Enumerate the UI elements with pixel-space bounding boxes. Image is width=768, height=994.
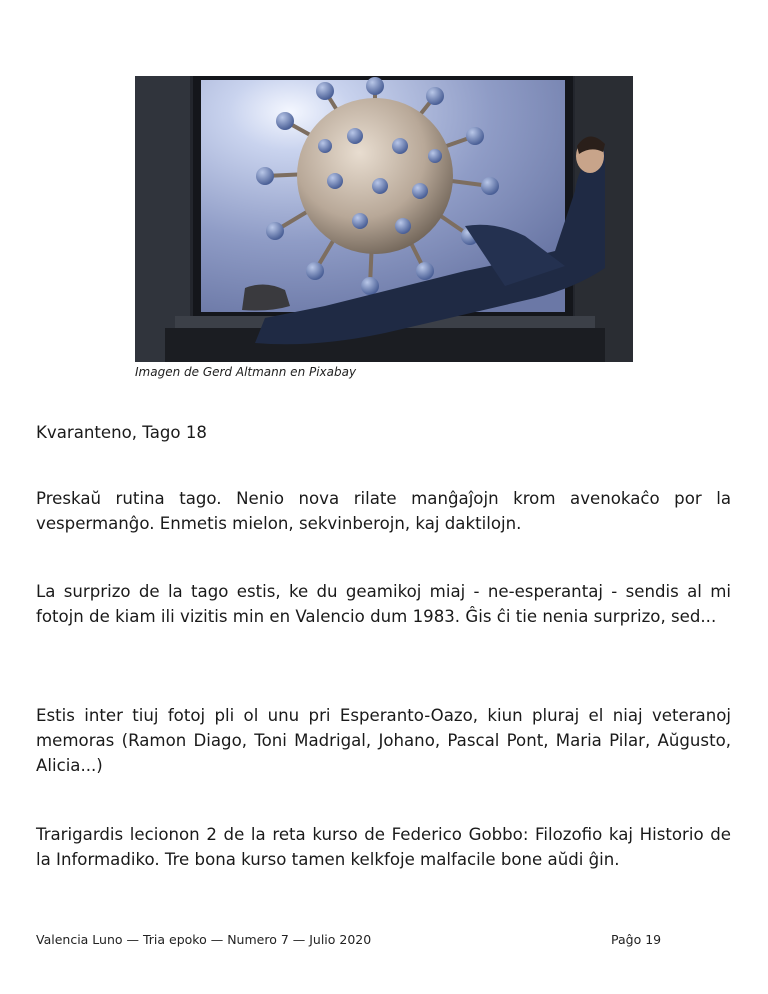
entry-title: Kvaranteno, Tago 18	[36, 423, 207, 442]
paragraph-1: Preskaŭ rutina tago. Nenio nova rilate manĝaĵojn krom avenokaĉo por la vespermanĝo. Enmetis mielon, sekvinberojn, kaj daktilojn.	[36, 489, 731, 533]
image-caption: Imagen de Gerd Altmann en Pixabay	[135, 365, 357, 379]
paragraph-2: La surprizo de la tago estis, ke du geamikoj miaj - ne-esperantaj - sendis al mi fotojn de kiam ili vizitis min en Valencio dum 1983. Ĝis ĉi tie nenia surprizo, sed...	[36, 582, 731, 626]
footer-publication: Valencia Luno — Tria epoko — Numero 7 — Julio 2020	[36, 932, 372, 947]
coronavirus-illustration	[135, 76, 633, 362]
article-photo	[135, 76, 633, 362]
paragraph-4: Trarigardis lecionon 2 de la reta kurso de Federico Gobbo: Filozofio kaj Historio de la Informadiko. Tre bona kurso tamen kelkfoje malfacile bone aŭdi ĝin.	[36, 825, 731, 869]
paragraph-3: Estis inter tiuj fotoj pli ol unu pri Esperanto-Oazo, kiun pluraj el niaj veteranoj memoras (Ramon Diago, Toni Madrigal, Johano, Pascal Pont, Maria Pilar, Aŭgusto, Alicia...)	[36, 706, 731, 775]
footer-page-number: Paĝo 19	[611, 932, 662, 947]
